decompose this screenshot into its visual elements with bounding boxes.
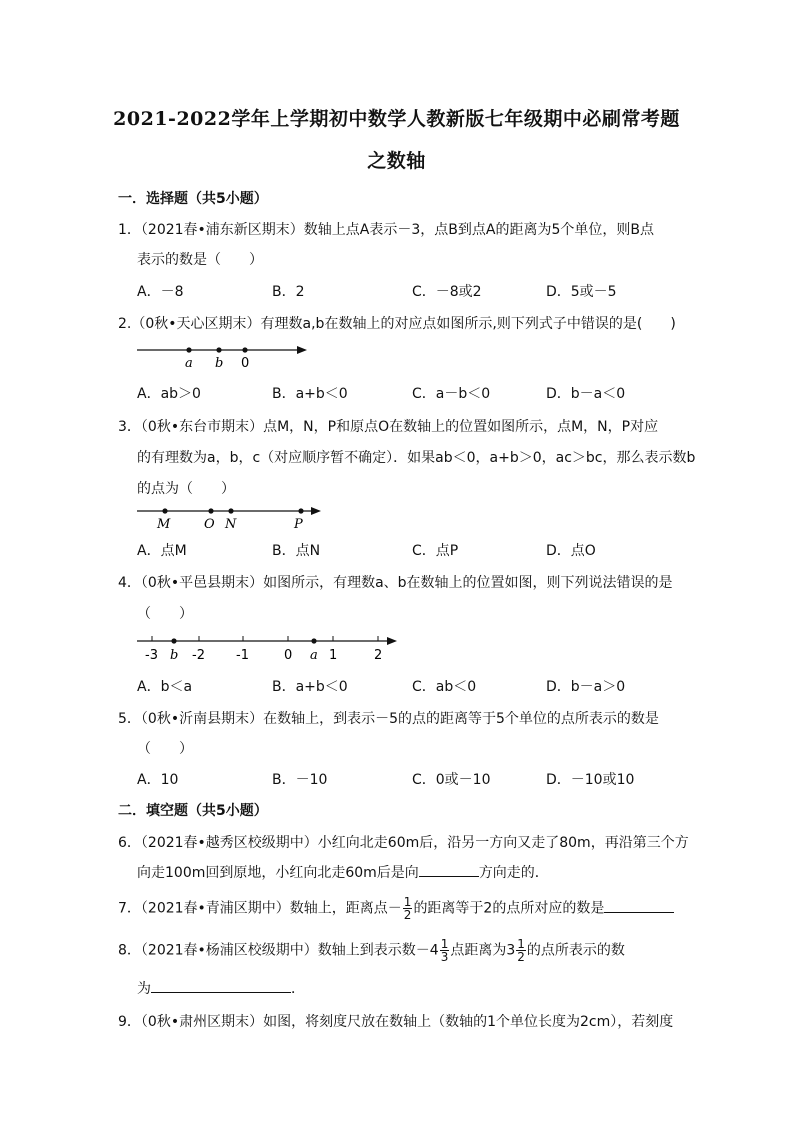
q8-frac2-num: 1 <box>517 937 525 951</box>
q8-text-a: 8．（2021春•杨浦区校级期中）数轴上到表示数－4 <box>118 942 439 959</box>
q8-text-line2 <box>137 978 305 998</box>
q3-text-line2: 的有理数为a，b，c（对应顺序暂不确定）．如果ab＜0，a+b＞0，ac＞bc，那么表示数b <box>137 450 696 466</box>
q2-label-0: 0 <box>241 356 250 371</box>
q2-number-line-figure <box>137 340 309 372</box>
q1-text-line1: 1．（2021春•浦东新区期末）数轴上点A表示－3，点B到点A的距离为5个单位，则B点 <box>118 222 654 238</box>
q4-tick-minus3: -3 <box>145 648 158 663</box>
q7-answer-blank[interactable] <box>604 898 674 913</box>
q7-text-b: 的距离等于2的点所对应的数是 <box>413 900 605 917</box>
q1-option-d[interactable]: D．5或－5 <box>546 284 617 300</box>
q4-tick-2: 2 <box>374 648 383 663</box>
q8-answer-blank[interactable] <box>151 978 291 993</box>
q8-text-b: 点距离为3 <box>450 942 516 959</box>
q4-text-line1: 4．（0秋•平邑县期末）如图所示，有理数a、b在数轴上的位置如图，则下列说法错误的是 <box>118 575 673 591</box>
document-title-line2: 之数轴 <box>367 150 426 172</box>
q3-text-line3: 的点为（ ） <box>137 481 235 497</box>
q4-option-d[interactable]: D．b－a＞0 <box>546 679 626 695</box>
q3-number-line-figure <box>137 502 323 532</box>
q5-option-a[interactable]: A．10 <box>137 772 179 788</box>
q2-option-a[interactable]: A．ab＞0 <box>137 386 201 402</box>
q1-option-c[interactable]: C．－8或2 <box>412 284 482 300</box>
q8-fraction1 <box>440 938 450 963</box>
q6-text-line1: 6．（2021春•越秀区校级期中）小红向北走60m后，沿另一方向又走了80m，再沿第三个方 <box>118 835 689 851</box>
q6-text-line2 <box>137 862 549 882</box>
q3-label-m: M <box>157 517 171 532</box>
q4-tick-minus2: -2 <box>192 648 205 663</box>
q8-text-line2a: 为 <box>137 981 151 997</box>
q7-fraction <box>403 896 413 921</box>
q5-text-line2: （ ） <box>137 741 193 757</box>
q9-text-line1: 9．（0秋•肃州区期末）如图，将刻度尺放在数轴上（数轴的1个单位长度为2cm），若刻度 <box>118 1014 674 1030</box>
section-heading-choice: 一．选择题（共5小题） <box>118 191 268 207</box>
q5-text-line1: 5．（0秋•沂南县期末）在数轴上，到表示－5的点的距离等于5个单位的点所表示的数是 <box>118 711 659 727</box>
q2-label-b: b <box>215 356 224 371</box>
q5-option-d[interactable]: D．－10或10 <box>546 772 635 788</box>
q4-number-line-figure <box>137 628 399 664</box>
q1-option-b[interactable]: B．2 <box>272 284 305 300</box>
q7-frac-num: 1 <box>403 895 412 909</box>
q2-option-c[interactable]: C．a－b＜0 <box>412 386 491 402</box>
q2-label-a: a <box>185 356 193 371</box>
q4-tick-1: 1 <box>329 648 338 663</box>
q6-text-line2a: 向走100m回到原地，小红向北走60m后是向 <box>137 865 419 881</box>
document-title-line1: 2021-2022学年上学期初中数学人教新版七年级期中必刷常考题 <box>113 108 680 130</box>
q4-tick-0: 0 <box>284 648 293 663</box>
q8-frac1-num: 1 <box>440 937 449 951</box>
q3-option-b[interactable]: B．点N <box>272 543 321 559</box>
q4-label-b: b <box>170 648 179 663</box>
q4-option-c[interactable]: C．ab＜0 <box>412 679 477 695</box>
q3-label-n: N <box>225 517 237 532</box>
q8-frac1-den: 3 <box>440 950 449 964</box>
q6-answer-blank[interactable] <box>419 862 479 877</box>
q8-text-line2b: ． <box>291 981 305 997</box>
q3-text-line1: 3．（0秋•东台市期末）点M，N，P和原点O在数轴上的位置如图所示，点M，N，P对应 <box>118 419 659 435</box>
section-heading-fill-in: 二．填空题（共5小题） <box>118 803 268 819</box>
q4-option-b[interactable]: B．a+b＜0 <box>272 679 348 695</box>
q2-option-b[interactable]: B．a+b＜0 <box>272 386 348 402</box>
q4-option-a[interactable]: A．b＜a <box>137 679 193 695</box>
q2-text-line1: 2.（0秋•天心区期末）有理数a,b在数轴上的对应点如图所示,则下列式子中错误的是( ) <box>118 316 676 332</box>
q3-option-a[interactable]: A．点M <box>137 543 187 559</box>
q6-text-line2b: 方向走的． <box>478 865 549 881</box>
q7-frac-den: 2 <box>403 908 412 922</box>
q4-text-line2: （ ） <box>137 606 193 622</box>
q4-label-a: a <box>310 648 318 663</box>
q3-label-p: P <box>294 517 303 532</box>
q8-frac2-den: 2 <box>517 950 525 964</box>
q7-text-a: 7．（2021春•青浦区期中）数轴上，距离点－ <box>118 900 402 917</box>
q8-fraction2 <box>516 938 526 963</box>
q2-option-d[interactable]: D．b－a＜0 <box>546 386 626 402</box>
q3-option-d[interactable]: D．点O <box>546 543 596 559</box>
q8-text-line1 <box>118 938 625 963</box>
q5-option-c[interactable]: C．0或－10 <box>412 772 491 788</box>
q5-option-b[interactable]: B．－10 <box>272 772 328 788</box>
q1-option-a[interactable]: A．－8 <box>137 284 184 300</box>
q3-label-o: O <box>204 517 215 532</box>
q8-text-c: 的点所表示的数 <box>526 942 625 959</box>
q3-option-c[interactable]: C．点P <box>412 543 459 559</box>
q1-text-line2: 表示的数是（ ） <box>137 252 263 268</box>
q4-tick-minus1: -1 <box>236 648 249 663</box>
q7-text <box>118 896 674 921</box>
